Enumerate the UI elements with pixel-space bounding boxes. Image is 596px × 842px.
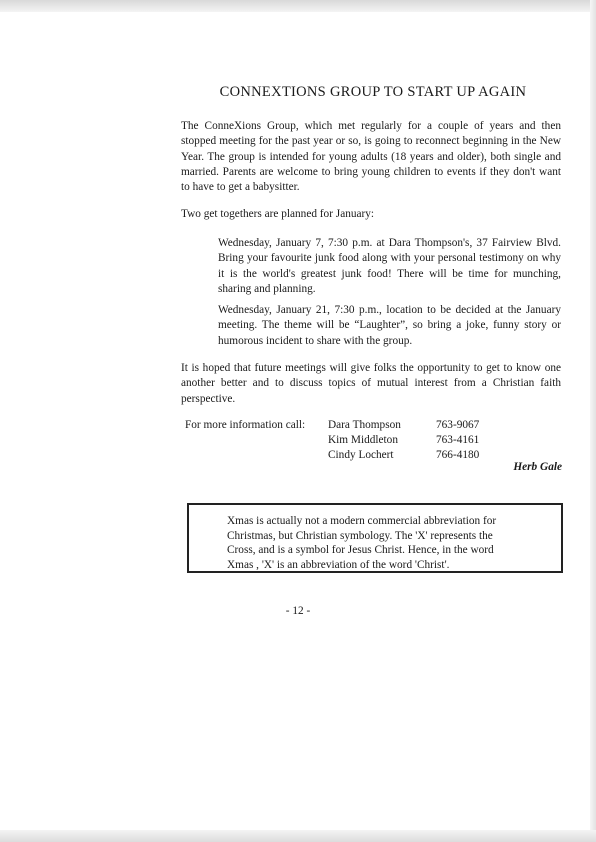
xmas-info-box bbox=[187, 503, 563, 573]
events-intro: Two get togethers are planned for January: bbox=[181, 208, 375, 220]
contact-phone: 763-9067 bbox=[436, 419, 480, 431]
scan-border-top bbox=[0, 0, 596, 12]
intro-paragraph: The ConneXions Group, which met regularly for a couple of years and then stopped meeting for the past year or so, is going to reconnect beginning in the New Year. The group is intended for young adults (18 years and older), both single and married. Parents are welcome to bring young children to events if they don't want to have to get a babysitter. bbox=[181, 120, 561, 194]
article-title: CONNEXTIONS GROUP TO START UP AGAIN bbox=[219, 84, 527, 100]
contact-name: Cindy Lochert bbox=[328, 449, 394, 461]
author-signature: Herb Gale bbox=[513, 461, 562, 473]
event-item: Wednesday, January 7, 7:30 p.m. at Dara Thompson's, 37 Fairview Blvd. Bring your favourite junk food along with your personal testimony on why it is the world's greatest junk food! There will be time for munching, sharing and planning. bbox=[218, 237, 561, 295]
contact-name: Dara Thompson bbox=[328, 419, 401, 431]
page-number: - 12 - bbox=[285, 605, 311, 617]
scan-border-bottom bbox=[0, 830, 596, 842]
contact-phone: 763-4161 bbox=[436, 434, 480, 446]
event-item: Wednesday, January 21, 7:30 p.m., location to be decided at the January meeting. The theme will be “Laughter”, so bring a joke, funny story or humorous incident to share with the group. bbox=[218, 304, 561, 347]
scan-border-right bbox=[590, 0, 596, 842]
contact-name: Kim Middleton bbox=[328, 434, 398, 446]
contact-phone: 766-4180 bbox=[436, 449, 480, 461]
info-box-text: Xmas is actually not a modern commercial abbreviation for Christmas, but Christian symbology. The 'X' represents the Cross, and is a symbol for Jesus Christ. Hence, in the word Xmas , 'X' is an abbreviation of the word 'Christ'. bbox=[227, 515, 497, 571]
contact-label: For more information call: bbox=[185, 419, 306, 431]
closing-paragraph: It is hoped that future meetings will give folks the opportunity to get to know one another better and to discuss topics of mutual interest from a Christian faith perspective. bbox=[181, 362, 561, 405]
